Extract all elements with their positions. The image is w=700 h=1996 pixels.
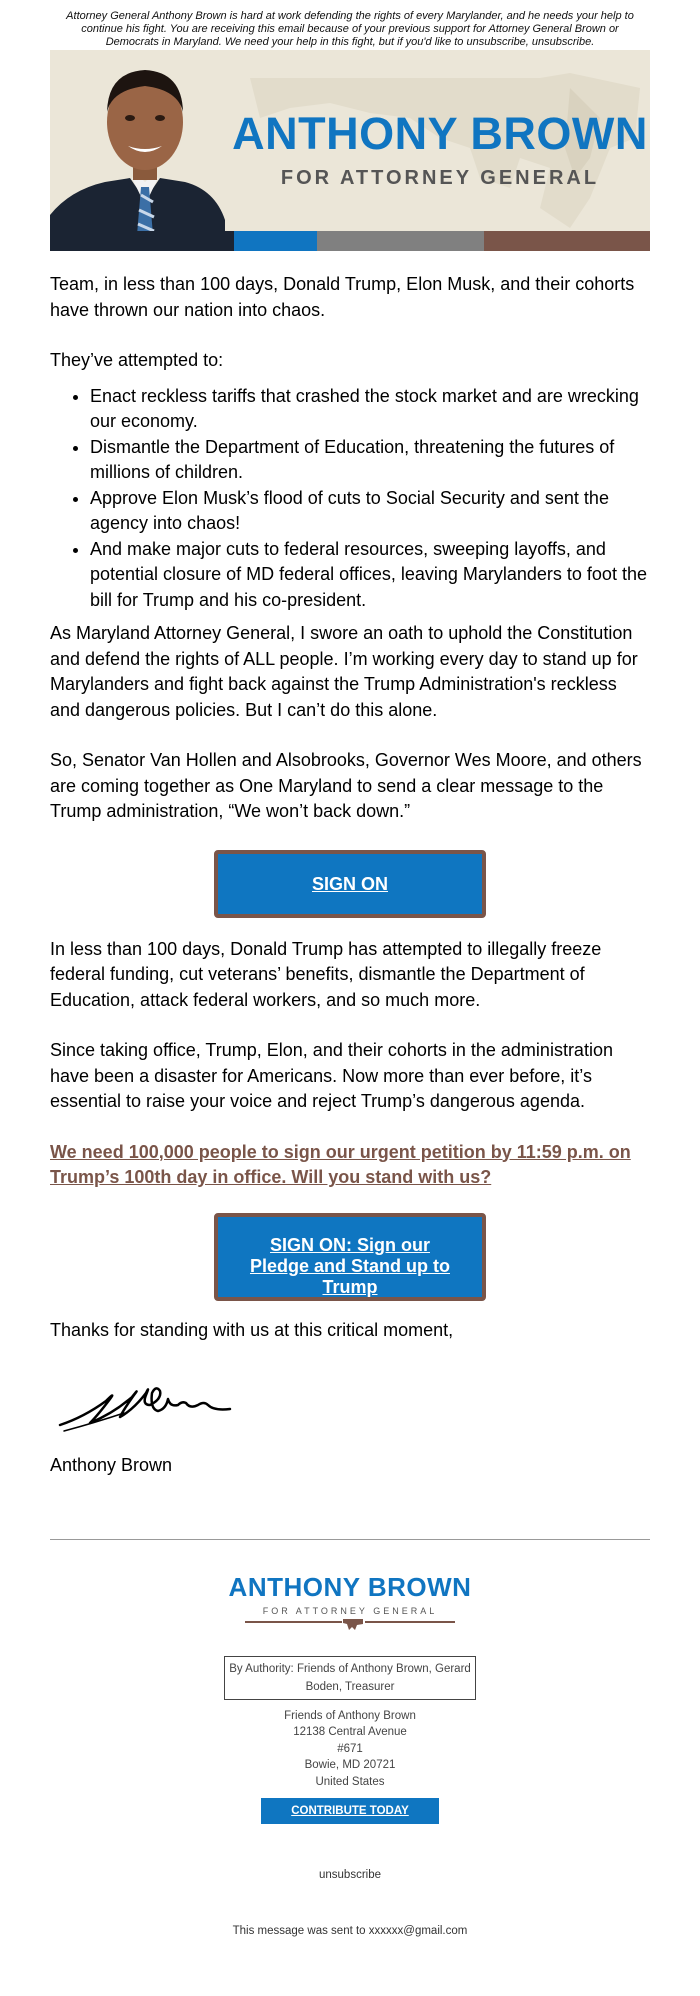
intro-paragraph: Team, in less than 100 days, Donald Trump, Elon Musk, and their cohorts have thrown our nation into chaos. [50,274,635,320]
attempted-heading: They’ve attempted to: [50,350,224,370]
mailing-address [50,1708,650,1791]
sign-on-button[interactable]: SIGN ON [214,850,486,918]
address-line: United States [315,1775,385,1788]
sent-to-prefix: This message was sent to [232,1925,369,1937]
banner-bar-gray [317,231,484,251]
together-paragraph: So, Senator Van Hollen and Alsobrooks, Governor Wes Moore, and others are coming together as One Maryland to send a clear message to the Trump administration, “We won’t back down.” [50,750,642,821]
handwritten-signature [54,1369,254,1439]
address-line: Friends of Anthony Brown [284,1709,416,1722]
footer-logo-map-rule [245,1618,455,1632]
header-banner [50,50,650,251]
address-line: #671 [337,1742,363,1755]
preheader-text: Attorney General Anthony Brown is hard at work defending the rights of every Marylander, and he needs your help to continue his fight. You are receiving this email because of your previous support for Attorney General Brown or Democrats in Maryland. We need your help in this fight, but if you'd like to unsubscribe, [66,10,634,48]
paid-for-by-box: By Authority: Friends of Anthony Brown, Gerard Boden, Treasurer [224,1656,476,1700]
preheader [50,0,650,48]
banner-candidate-name: ANTHONY BROWN [232,108,648,159]
thanks-paragraph: Thanks for standing with us at this critical moment, [50,1319,454,1340]
contribute-today-button[interactable]: CONTRIBUTE TODAY [261,1798,439,1824]
sent-to-notice [50,1925,650,1937]
address-line: Bowie, MD 20721 [304,1759,396,1771]
banner-bar-brown [484,231,650,251]
petition-link[interactable]: We need 100,000 people to sign our urgent petition by 11:59 p.m. on Trump’s 100th day in office. Will you stand with us? [50,1141,631,1187]
banner-color-bars [50,231,650,251]
banner-bar-blue [234,231,317,251]
since-paragraph: Since taking office, Trump, Elon, and their cohorts in the administration have been a disaster for Americans. Now more than ever before, it’s essential to raise your voice and reject Trump’s dangerous agenda. [50,1040,613,1111]
signature-name: Anthony Brown [50,1455,173,1475]
attempts-list [50,384,650,614]
list-item: • Approve Elon Musk’s flood of cuts to Social Security and sent the agency into chaos! [90,486,650,537]
footer-divider [50,1539,650,1540]
freeze-paragraph: In less than 100 days, Donald Trump has attempted to illegally freeze federal funding, cut veterans’ benefits, dismantle the Department of Education, attack federal workers, and so much more. [50,938,602,1010]
list-item: • Dismantle the Department of Education, threatening the futures of millions of children. [90,435,650,486]
footer-logo [50,1572,650,1632]
oath-paragraph: As Maryland Attorney General, I swore an oath to uphold the Constitution and defend the rights of ALL people. I’m working every day to stand up for Marylanders and fight back against the Trump Administration's reckless and dangerous policies. But I can’t do this alone. [50,623,638,720]
address-line: 12138 Central Avenue [293,1726,407,1738]
list-item: • Enact reckless tariffs that crashed the stock market and are wrecking our economy. [90,384,650,435]
banner-subtitle: FOR ATTORNEY GENERAL [280,167,600,189]
email-container [50,0,650,1937]
sign-pledge-button[interactable]: SIGN ON: Sign our Pledge and Stand up to Trump [214,1213,486,1301]
footer-logo-subtitle: FOR ATTORNEY GENERAL [262,1605,438,1616]
footer-logo-name: ANTHONY BROWN [228,1571,472,1602]
anthony-brown-portrait [50,50,235,251]
footer-unsubscribe-link[interactable]: unsubscribe [318,1869,381,1881]
sent-to-email: xxxxxx@gmail.com [368,1925,468,1937]
list-item: • And make major cuts to federal resources, sweeping layoffs, and potential closure of MD federal offices, leaving Marylanders to foot the bill for Trump and his co-president. [90,537,650,614]
email-body [50,272,650,1479]
preheader-unsubscribe-link[interactable]: unsubscribe. [531,36,595,48]
